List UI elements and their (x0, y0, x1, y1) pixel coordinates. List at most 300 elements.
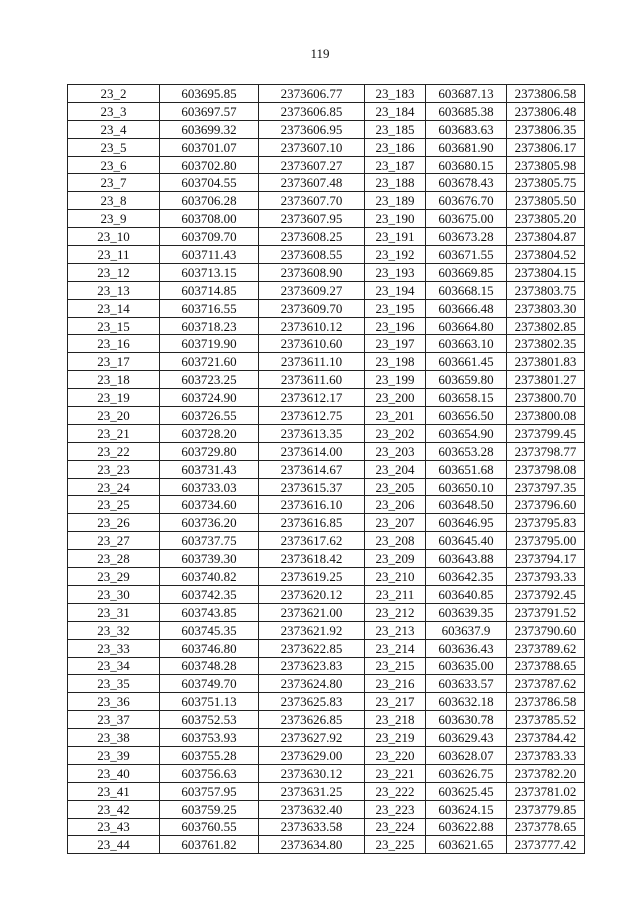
cell-y-coordinate: 2373805.98 (507, 156, 585, 174)
table-row (68, 389, 585, 407)
cell-y-coordinate: 2373610.12 (259, 317, 365, 335)
cell-y-coordinate: 2373613.35 (259, 424, 365, 442)
cell-x-coordinate: 603656.50 (426, 407, 507, 425)
table-row (68, 246, 585, 264)
cell-x-coordinate: 603745.35 (160, 621, 259, 639)
cell-y-coordinate: 2373798.77 (507, 442, 585, 460)
table-row (68, 746, 585, 764)
cell-x-coordinate: 603729.80 (160, 442, 259, 460)
cell-x-coordinate: 603669.85 (426, 263, 507, 281)
cell-x-coordinate: 603756.63 (160, 764, 259, 782)
cell-point-id: 23_208 (365, 532, 426, 550)
cell-point-id: 23_209 (365, 550, 426, 568)
cell-x-coordinate: 603739.30 (160, 550, 259, 568)
cell-y-coordinate: 2373778.65 (507, 818, 585, 836)
cell-y-coordinate: 2373633.58 (259, 818, 365, 836)
cell-y-coordinate: 2373787.62 (507, 675, 585, 693)
cell-point-id: 23_28 (68, 550, 160, 568)
cell-y-coordinate: 2373619.25 (259, 568, 365, 586)
cell-y-coordinate: 2373802.85 (507, 317, 585, 335)
cell-x-coordinate: 603651.68 (426, 460, 507, 478)
table-row (68, 729, 585, 747)
cell-y-coordinate: 2373610.60 (259, 335, 365, 353)
table-row (68, 532, 585, 550)
cell-point-id: 23_3 (68, 102, 160, 120)
cell-x-coordinate: 603721.60 (160, 353, 259, 371)
cell-point-id: 23_10 (68, 228, 160, 246)
cell-y-coordinate: 2373794.17 (507, 550, 585, 568)
cell-y-coordinate: 2373632.40 (259, 800, 365, 818)
cell-y-coordinate: 2373804.87 (507, 228, 585, 246)
table-row (68, 281, 585, 299)
cell-x-coordinate: 603661.45 (426, 353, 507, 371)
table-row (68, 407, 585, 425)
table-row (68, 442, 585, 460)
cell-point-id: 23_44 (68, 836, 160, 854)
cell-y-coordinate: 2373806.48 (507, 102, 585, 120)
table-row (68, 85, 585, 103)
cell-y-coordinate: 2373795.83 (507, 514, 585, 532)
cell-y-coordinate: 2373607.48 (259, 174, 365, 192)
table-row (68, 675, 585, 693)
cell-x-coordinate: 603749.70 (160, 675, 259, 693)
table-row (68, 836, 585, 854)
cell-point-id: 23_207 (365, 514, 426, 532)
cell-point-id: 23_7 (68, 174, 160, 192)
cell-point-id: 23_212 (365, 603, 426, 621)
cell-point-id: 23_11 (68, 246, 160, 264)
table-row (68, 317, 585, 335)
cell-point-id: 23_13 (68, 281, 160, 299)
cell-point-id: 23_39 (68, 746, 160, 764)
cell-x-coordinate: 603736.20 (160, 514, 259, 532)
cell-x-coordinate: 603755.28 (160, 746, 259, 764)
table-row (68, 192, 585, 210)
cell-point-id: 23_24 (68, 478, 160, 496)
cell-x-coordinate: 603706.28 (160, 192, 259, 210)
cell-point-id: 23_32 (68, 621, 160, 639)
cell-x-coordinate: 603658.15 (426, 389, 507, 407)
cell-point-id: 23_12 (68, 263, 160, 281)
cell-point-id: 23_34 (68, 657, 160, 675)
cell-point-id: 23_41 (68, 782, 160, 800)
cell-point-id: 23_186 (365, 138, 426, 156)
cell-point-id: 23_219 (365, 729, 426, 747)
cell-x-coordinate: 603683.63 (426, 120, 507, 138)
cell-x-coordinate: 603726.55 (160, 407, 259, 425)
cell-y-coordinate: 2373630.12 (259, 764, 365, 782)
cell-x-coordinate: 603757.95 (160, 782, 259, 800)
cell-x-coordinate: 603654.90 (426, 424, 507, 442)
cell-x-coordinate: 603636.43 (426, 639, 507, 657)
cell-point-id: 23_222 (365, 782, 426, 800)
cell-x-coordinate: 603645.40 (426, 532, 507, 550)
cell-point-id: 23_189 (365, 192, 426, 210)
table-row (68, 711, 585, 729)
cell-point-id: 23_196 (365, 317, 426, 335)
cell-point-id: 23_18 (68, 371, 160, 389)
cell-x-coordinate: 603630.78 (426, 711, 507, 729)
cell-x-coordinate: 603724.90 (160, 389, 259, 407)
cell-point-id: 23_185 (365, 120, 426, 138)
cell-x-coordinate: 603666.48 (426, 299, 507, 317)
cell-point-id: 23_194 (365, 281, 426, 299)
cell-x-coordinate: 603697.57 (160, 102, 259, 120)
cell-y-coordinate: 2373629.00 (259, 746, 365, 764)
cell-point-id: 23_197 (365, 335, 426, 353)
cell-x-coordinate: 603680.15 (426, 156, 507, 174)
cell-y-coordinate: 2373804.52 (507, 246, 585, 264)
cell-point-id: 23_36 (68, 693, 160, 711)
cell-x-coordinate: 603731.43 (160, 460, 259, 478)
cell-x-coordinate: 603761.82 (160, 836, 259, 854)
cell-point-id: 23_195 (365, 299, 426, 317)
cell-point-id: 23_31 (68, 603, 160, 621)
cell-point-id: 23_4 (68, 120, 160, 138)
table-row (68, 210, 585, 228)
cell-x-coordinate: 603676.70 (426, 192, 507, 210)
cell-x-coordinate: 603701.07 (160, 138, 259, 156)
table-row (68, 460, 585, 478)
cell-x-coordinate: 603648.50 (426, 496, 507, 514)
cell-x-coordinate: 603642.35 (426, 568, 507, 586)
cell-point-id: 23_33 (68, 639, 160, 657)
cell-y-coordinate: 2373785.52 (507, 711, 585, 729)
cell-x-coordinate: 603742.35 (160, 585, 259, 603)
cell-point-id: 23_205 (365, 478, 426, 496)
cell-y-coordinate: 2373616.85 (259, 514, 365, 532)
cell-y-coordinate: 2373792.45 (507, 585, 585, 603)
cell-point-id: 23_25 (68, 496, 160, 514)
cell-y-coordinate: 2373795.00 (507, 532, 585, 550)
cell-y-coordinate: 2373777.42 (507, 836, 585, 854)
cell-y-coordinate: 2373617.62 (259, 532, 365, 550)
cell-point-id: 23_216 (365, 675, 426, 693)
cell-x-coordinate: 603650.10 (426, 478, 507, 496)
cell-point-id: 23_187 (365, 156, 426, 174)
cell-point-id: 23_43 (68, 818, 160, 836)
cell-y-coordinate: 2373606.85 (259, 102, 365, 120)
table-row (68, 568, 585, 586)
cell-y-coordinate: 2373625.83 (259, 693, 365, 711)
cell-x-coordinate: 603748.28 (160, 657, 259, 675)
cell-x-coordinate: 603685.38 (426, 102, 507, 120)
table-row (68, 371, 585, 389)
cell-y-coordinate: 2373803.30 (507, 299, 585, 317)
cell-x-coordinate: 603760.55 (160, 818, 259, 836)
cell-y-coordinate: 2373800.70 (507, 389, 585, 407)
cell-y-coordinate: 2373802.35 (507, 335, 585, 353)
cell-y-coordinate: 2373806.17 (507, 138, 585, 156)
cell-y-coordinate: 2373798.08 (507, 460, 585, 478)
cell-x-coordinate: 603743.85 (160, 603, 259, 621)
cell-point-id: 23_16 (68, 335, 160, 353)
cell-y-coordinate: 2373800.08 (507, 407, 585, 425)
cell-x-coordinate: 603671.55 (426, 246, 507, 264)
cell-point-id: 23_199 (365, 371, 426, 389)
cell-y-coordinate: 2373781.02 (507, 782, 585, 800)
cell-x-coordinate: 603723.25 (160, 371, 259, 389)
cell-point-id: 23_210 (365, 568, 426, 586)
cell-y-coordinate: 2373608.55 (259, 246, 365, 264)
cell-x-coordinate: 603673.28 (426, 228, 507, 246)
table-row (68, 514, 585, 532)
cell-x-coordinate: 603687.13 (426, 85, 507, 103)
cell-y-coordinate: 2373805.50 (507, 192, 585, 210)
cell-y-coordinate: 2373790.60 (507, 621, 585, 639)
cell-x-coordinate: 603668.15 (426, 281, 507, 299)
cell-x-coordinate: 603695.85 (160, 85, 259, 103)
cell-y-coordinate: 2373623.83 (259, 657, 365, 675)
cell-y-coordinate: 2373627.92 (259, 729, 365, 747)
cell-y-coordinate: 2373634.80 (259, 836, 365, 854)
cell-y-coordinate: 2373608.90 (259, 263, 365, 281)
cell-y-coordinate: 2373805.20 (507, 210, 585, 228)
cell-x-coordinate: 603632.18 (426, 693, 507, 711)
cell-x-coordinate: 603716.55 (160, 299, 259, 317)
cell-point-id: 23_206 (365, 496, 426, 514)
table-row (68, 478, 585, 496)
cell-y-coordinate: 2373606.77 (259, 85, 365, 103)
cell-y-coordinate: 2373618.42 (259, 550, 365, 568)
cell-point-id: 23_221 (365, 764, 426, 782)
table-row (68, 550, 585, 568)
cell-y-coordinate: 2373788.65 (507, 657, 585, 675)
cell-y-coordinate: 2373624.80 (259, 675, 365, 693)
cell-y-coordinate: 2373804.15 (507, 263, 585, 281)
table-row (68, 138, 585, 156)
cell-x-coordinate: 603629.43 (426, 729, 507, 747)
cell-x-coordinate: 603719.90 (160, 335, 259, 353)
cell-point-id: 23_188 (365, 174, 426, 192)
cell-x-coordinate: 603639.35 (426, 603, 507, 621)
cell-point-id: 23_20 (68, 407, 160, 425)
table-row (68, 102, 585, 120)
cell-x-coordinate: 603622.88 (426, 818, 507, 836)
cell-y-coordinate: 2373799.45 (507, 424, 585, 442)
cell-x-coordinate: 603646.95 (426, 514, 507, 532)
cell-y-coordinate: 2373611.10 (259, 353, 365, 371)
table-row (68, 657, 585, 675)
cell-x-coordinate: 603640.85 (426, 585, 507, 603)
cell-point-id: 23_190 (365, 210, 426, 228)
cell-x-coordinate: 603625.45 (426, 782, 507, 800)
cell-x-coordinate: 603740.82 (160, 568, 259, 586)
cell-point-id: 23_183 (365, 85, 426, 103)
table-row (68, 335, 585, 353)
cell-y-coordinate: 2373796.60 (507, 496, 585, 514)
table-row (68, 782, 585, 800)
cell-x-coordinate: 603734.60 (160, 496, 259, 514)
cell-x-coordinate: 603704.55 (160, 174, 259, 192)
cell-point-id: 23_198 (365, 353, 426, 371)
cell-y-coordinate: 2373621.00 (259, 603, 365, 621)
cell-x-coordinate: 603626.75 (426, 764, 507, 782)
cell-point-id: 23_5 (68, 138, 160, 156)
cell-x-coordinate: 603624.15 (426, 800, 507, 818)
cell-y-coordinate: 2373779.85 (507, 800, 585, 818)
table-row (68, 639, 585, 657)
cell-point-id: 23_38 (68, 729, 160, 747)
cell-point-id: 23_29 (68, 568, 160, 586)
cell-x-coordinate: 603628.07 (426, 746, 507, 764)
cell-y-coordinate: 2373791.52 (507, 603, 585, 621)
cell-point-id: 23_223 (365, 800, 426, 818)
cell-x-coordinate: 603675.00 (426, 210, 507, 228)
cell-x-coordinate: 603718.23 (160, 317, 259, 335)
cell-y-coordinate: 2373612.75 (259, 407, 365, 425)
cell-point-id: 23_22 (68, 442, 160, 460)
cell-point-id: 23_6 (68, 156, 160, 174)
cell-point-id: 23_214 (365, 639, 426, 657)
cell-y-coordinate: 2373806.35 (507, 120, 585, 138)
cell-point-id: 23_200 (365, 389, 426, 407)
cell-point-id: 23_19 (68, 389, 160, 407)
coordinates-table (67, 84, 585, 854)
cell-point-id: 23_17 (68, 353, 160, 371)
cell-y-coordinate: 2373782.20 (507, 764, 585, 782)
cell-y-coordinate: 2373614.00 (259, 442, 365, 460)
cell-y-coordinate: 2373607.10 (259, 138, 365, 156)
cell-x-coordinate: 603633.57 (426, 675, 507, 693)
table-row (68, 120, 585, 138)
cell-y-coordinate: 2373611.60 (259, 371, 365, 389)
cell-point-id: 23_220 (365, 746, 426, 764)
cell-y-coordinate: 2373631.25 (259, 782, 365, 800)
table-row (68, 496, 585, 514)
cell-y-coordinate: 2373793.33 (507, 568, 585, 586)
cell-point-id: 23_193 (365, 263, 426, 281)
cell-y-coordinate: 2373789.62 (507, 639, 585, 657)
table-row (68, 228, 585, 246)
cell-point-id: 23_37 (68, 711, 160, 729)
cell-x-coordinate: 603752.53 (160, 711, 259, 729)
table-row (68, 800, 585, 818)
cell-x-coordinate: 603728.20 (160, 424, 259, 442)
cell-point-id: 23_204 (365, 460, 426, 478)
table-row (68, 156, 585, 174)
cell-point-id: 23_40 (68, 764, 160, 782)
table-row (68, 693, 585, 711)
cell-y-coordinate: 2373615.37 (259, 478, 365, 496)
cell-x-coordinate: 603708.00 (160, 210, 259, 228)
cell-point-id: 23_213 (365, 621, 426, 639)
cell-point-id: 23_202 (365, 424, 426, 442)
cell-x-coordinate: 603759.25 (160, 800, 259, 818)
cell-y-coordinate: 2373806.58 (507, 85, 585, 103)
cell-y-coordinate: 2373609.70 (259, 299, 365, 317)
table-row (68, 299, 585, 317)
cell-x-coordinate: 603664.80 (426, 317, 507, 335)
table-row (68, 424, 585, 442)
cell-x-coordinate: 603733.03 (160, 478, 259, 496)
cell-point-id: 23_15 (68, 317, 160, 335)
cell-x-coordinate: 603653.28 (426, 442, 507, 460)
cell-y-coordinate: 2373783.33 (507, 746, 585, 764)
cell-point-id: 23_2 (68, 85, 160, 103)
cell-point-id: 23_191 (365, 228, 426, 246)
cell-point-id: 23_14 (68, 299, 160, 317)
cell-point-id: 23_211 (365, 585, 426, 603)
cell-x-coordinate: 603751.13 (160, 693, 259, 711)
cell-point-id: 23_203 (365, 442, 426, 460)
cell-y-coordinate: 2373606.95 (259, 120, 365, 138)
cell-y-coordinate: 2373626.85 (259, 711, 365, 729)
cell-y-coordinate: 2373622.85 (259, 639, 365, 657)
cell-point-id: 23_30 (68, 585, 160, 603)
cell-y-coordinate: 2373614.67 (259, 460, 365, 478)
cell-point-id: 23_192 (365, 246, 426, 264)
cell-x-coordinate: 603702.80 (160, 156, 259, 174)
cell-point-id: 23_42 (68, 800, 160, 818)
cell-y-coordinate: 2373801.27 (507, 371, 585, 389)
cell-point-id: 23_21 (68, 424, 160, 442)
cell-y-coordinate: 2373607.70 (259, 192, 365, 210)
page-number: 119 (310, 46, 330, 61)
cell-y-coordinate: 2373607.27 (259, 156, 365, 174)
cell-x-coordinate: 603737.75 (160, 532, 259, 550)
cell-x-coordinate: 603709.70 (160, 228, 259, 246)
cell-point-id: 23_184 (365, 102, 426, 120)
cell-y-coordinate: 2373801.83 (507, 353, 585, 371)
cell-x-coordinate: 603711.43 (160, 246, 259, 264)
cell-point-id: 23_218 (365, 711, 426, 729)
cell-x-coordinate: 603621.65 (426, 836, 507, 854)
table-row (68, 764, 585, 782)
table-row (68, 174, 585, 192)
cell-y-coordinate: 2373609.27 (259, 281, 365, 299)
cell-x-coordinate: 603643.88 (426, 550, 507, 568)
cell-point-id: 23_35 (68, 675, 160, 693)
table-row (68, 818, 585, 836)
cell-x-coordinate: 603637.9 (426, 621, 507, 639)
cell-y-coordinate: 2373616.10 (259, 496, 365, 514)
cell-point-id: 23_224 (365, 818, 426, 836)
cell-y-coordinate: 2373786.58 (507, 693, 585, 711)
table-row (68, 603, 585, 621)
cell-point-id: 23_9 (68, 210, 160, 228)
cell-x-coordinate: 603678.43 (426, 174, 507, 192)
cell-y-coordinate: 2373803.75 (507, 281, 585, 299)
cell-x-coordinate: 603714.85 (160, 281, 259, 299)
cell-y-coordinate: 2373784.42 (507, 729, 585, 747)
table-row (68, 621, 585, 639)
table-row (68, 263, 585, 281)
cell-point-id: 23_8 (68, 192, 160, 210)
coordinates-table-body (68, 85, 585, 854)
cell-x-coordinate: 603753.93 (160, 729, 259, 747)
cell-y-coordinate: 2373621.92 (259, 621, 365, 639)
cell-point-id: 23_225 (365, 836, 426, 854)
cell-x-coordinate: 603635.00 (426, 657, 507, 675)
cell-y-coordinate: 2373608.25 (259, 228, 365, 246)
cell-point-id: 23_27 (68, 532, 160, 550)
table-row (68, 585, 585, 603)
cell-x-coordinate: 603659.80 (426, 371, 507, 389)
cell-y-coordinate: 2373620.12 (259, 585, 365, 603)
cell-point-id: 23_201 (365, 407, 426, 425)
table-row (68, 353, 585, 371)
cell-point-id: 23_23 (68, 460, 160, 478)
cell-x-coordinate: 603746.80 (160, 639, 259, 657)
cell-x-coordinate: 603663.10 (426, 335, 507, 353)
cell-point-id: 23_26 (68, 514, 160, 532)
cell-y-coordinate: 2373607.95 (259, 210, 365, 228)
cell-x-coordinate: 603681.90 (426, 138, 507, 156)
cell-point-id: 23_215 (365, 657, 426, 675)
cell-y-coordinate: 2373797.35 (507, 478, 585, 496)
cell-y-coordinate: 2373612.17 (259, 389, 365, 407)
